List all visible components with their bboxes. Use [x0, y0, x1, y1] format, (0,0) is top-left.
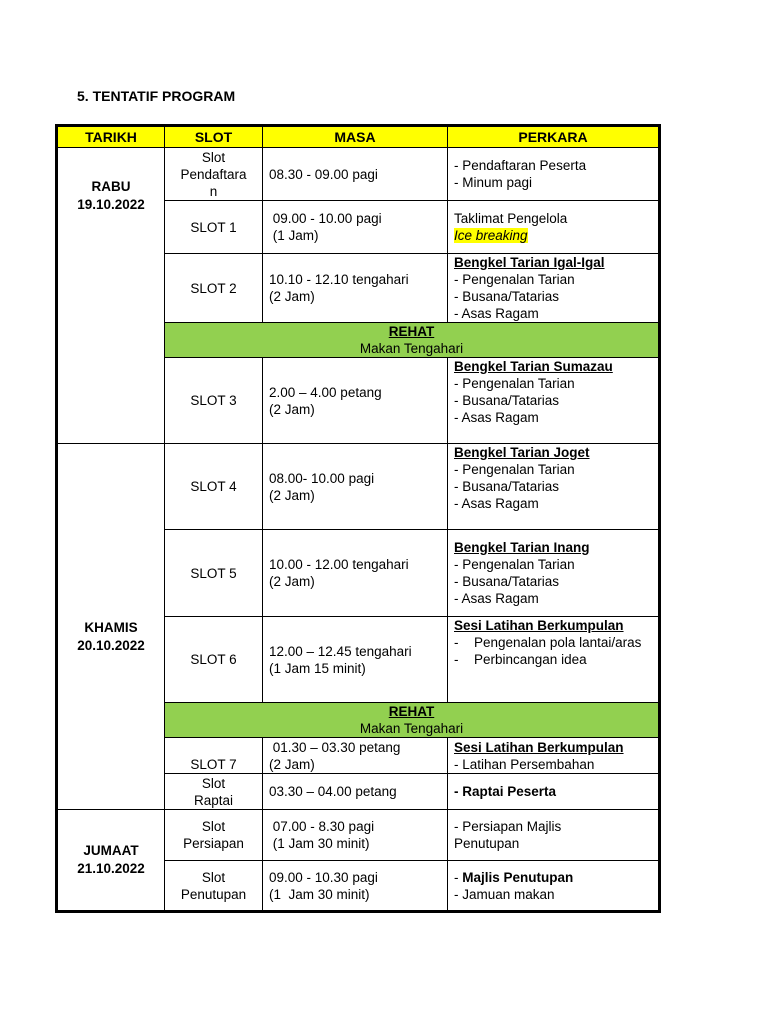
header-tarikh: TARIKH [57, 126, 165, 148]
highlighted-text: Ice breaking [454, 228, 528, 243]
masa-cell: 03.30 – 04.00 petang [263, 774, 448, 810]
masa-cell: 09.00 - 10.00 pagi (1 Jam) [263, 201, 448, 254]
masa-cell: 2.00 – 4.00 petang (2 Jam) [263, 358, 448, 444]
masa-cell: 10.00 - 12.00 tengahari (2 Jam) [263, 530, 448, 617]
date-cell-jumaat [57, 810, 165, 912]
perkara-cell: - Persiapan Majlis Penutupan [448, 810, 660, 861]
perkara-cell: Sesi Latihan Berkumpulan - Pengenalan pola lantai/aras - Perbincangan idea [448, 617, 660, 703]
perkara-cell: Bengkel Tarian Joget - Pengenalan Tarian - Busana/Tatarias - Asas Ragam [448, 444, 660, 530]
masa-cell: 09.00 - 10.30 pagi (1 Jam 30 minit) [263, 861, 448, 912]
masa-cell: 08.30 - 09.00 pagi [263, 148, 448, 201]
rehat-banner: REHAT Makan Tengahari [165, 703, 660, 738]
perkara-cell: - Raptai Peserta [448, 774, 660, 810]
masa-cell: 01.30 – 03.30 petang (2 Jam) [263, 738, 448, 774]
perkara-cell: Taklimat Pengelola Ice breaking [448, 201, 660, 254]
slot-cell: Slot Pendaftara n [165, 148, 263, 201]
header-masa: MASA [263, 126, 448, 148]
masa-cell: 07.00 - 8.30 pagi (1 Jam 30 minit) [263, 810, 448, 861]
masa-cell: 08.00- 10.00 pagi (2 Jam) [263, 444, 448, 530]
slot-cell: Slot Persiapan [165, 810, 263, 861]
table-row [57, 444, 660, 530]
rehat-banner: REHAT Makan Tengahari [165, 323, 660, 358]
slot-cell: Slot Raptai [165, 774, 263, 810]
slot-cell: SLOT 5 [165, 530, 263, 617]
table-row [57, 810, 660, 861]
slot-cell: SLOT 2 [165, 254, 263, 323]
perkara-cell: Bengkel Tarian Igal-Igal - Pengenalan Tarian - Busana/Tatarias - Asas Ragam [448, 254, 660, 323]
date-cell-rabu [57, 148, 165, 444]
slot-cell: SLOT 6 [165, 617, 263, 703]
date-cell-khamis [57, 444, 165, 810]
date-label: 21.10.2022 [77, 861, 145, 876]
perkara-cell: Bengkel Tarian Inang - Pengenalan Tarian - Busana/Tatarias - Asas Ragam [448, 530, 660, 617]
perkara-cell: Sesi Latihan Berkumpulan - Latihan Persembahan [448, 738, 660, 774]
slot-cell: SLOT 7 [165, 738, 263, 774]
slot-cell: SLOT 3 [165, 358, 263, 444]
perkara-cell: Bengkel Tarian Sumazau - Pengenalan Tarian - Busana/Tatarias - Asas Ragam [448, 358, 660, 444]
slot-cell: Slot Penutupan [165, 861, 263, 912]
day-label: KHAMIS [84, 619, 138, 635]
date-label: 20.10.2022 [77, 637, 145, 653]
date-label: 19.10.2022 [77, 197, 145, 212]
header-perkara: PERKARA [448, 126, 660, 148]
list-item: - Pengenalan pola lantai/aras [454, 635, 642, 650]
perkara-cell: - Majlis Penutupan - Jamuan makan [448, 861, 660, 912]
program-schedule-table [55, 124, 661, 913]
day-label: JUMAAT [83, 843, 139, 858]
section-heading: 5. TENTATIF PROGRAM [77, 88, 236, 104]
table-header-row [57, 126, 660, 148]
header-slot: SLOT [165, 126, 263, 148]
day-label: RABU [91, 179, 131, 194]
table-row [57, 148, 660, 201]
masa-cell: 10.10 - 12.10 tengahari (2 Jam) [263, 254, 448, 323]
perkara-cell: - Pendaftaran Peserta - Minum pagi [448, 148, 660, 201]
slot-cell: SLOT 4 [165, 444, 263, 530]
slot-cell: SLOT 1 [165, 201, 263, 254]
list-item: - Perbincangan idea [454, 652, 587, 667]
masa-cell: 12.00 – 12.45 tengahari (1 Jam 15 minit) [263, 617, 448, 703]
